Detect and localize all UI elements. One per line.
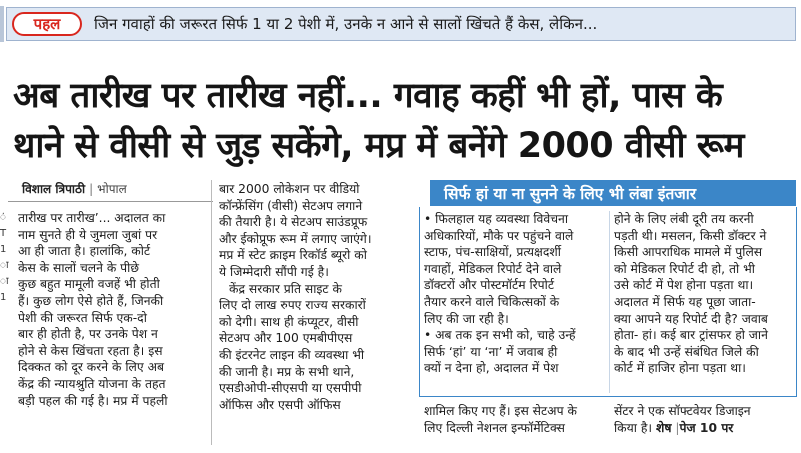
byline-city: भोपाल bbox=[97, 182, 127, 196]
article-column-2 bbox=[219, 181, 418, 413]
page-edge-mark bbox=[0, 6, 4, 42]
continued-page-ref[interactable]: पेज 10 पर bbox=[679, 421, 734, 435]
text-line: • अब तक इन सभी को, चाहे उन्हें bbox=[424, 328, 576, 343]
text-line: ं bbox=[0, 212, 6, 223]
text-line: किसी आपराधिक मामले में पुलिस bbox=[614, 245, 763, 260]
text-line: आ ही जाता है। हालांकि, कोर्ट bbox=[18, 244, 151, 259]
continued-pipe: | bbox=[675, 421, 680, 435]
text-line: बार ही होती है, पर उनके पेश न bbox=[18, 327, 158, 342]
text-line: कॉन्फ्रेंसिंग (वीसी) सेटअप लगाने bbox=[219, 198, 363, 213]
text-line: 1 bbox=[0, 244, 7, 255]
text-line: कुछ बहुत मामूली वजहें भी होती bbox=[18, 277, 160, 292]
sidebar-box-title: सिर्फ हां या ना सुनने के लिए भी लंबा इंतजार bbox=[430, 180, 796, 206]
text-line: बार 2000 लोकेशन पर वीडियो bbox=[219, 182, 360, 196]
text-line: क्यों न देना हो, अदालत में पेश bbox=[424, 361, 559, 376]
text-line: सिर्फ ‘हां’ या ‘ना’ में जवाब ही bbox=[424, 344, 558, 359]
neighbour-column-stub bbox=[0, 210, 9, 306]
text-line: ऑफिस और एसपी ऑफिस bbox=[219, 397, 341, 412]
text-line: ये जिम्मेदारी सौंपी गई है। bbox=[219, 264, 329, 279]
text-line: लिए दो लाख रुपए राज्य सरकारों bbox=[219, 298, 366, 313]
text-line: 1 bbox=[0, 292, 7, 303]
text-line: अधिकारियों, मौके पर पहुंचने वाले bbox=[424, 228, 574, 243]
text-line: और ईकोप्रूफ रूम में लगाए जाएंगे। bbox=[219, 231, 372, 246]
article-tail-right-1: सेंटर ने एक सॉफ्टवेयर डिजाइन bbox=[614, 404, 751, 418]
text-line: को मेडिकल रिपोर्ट दी हो, तो भी bbox=[614, 261, 755, 276]
text-line: गवाहों, मेडिकल रिपोर्ट देने वाले bbox=[424, 261, 562, 276]
column-separator bbox=[211, 180, 212, 445]
sidebar-column-separator bbox=[609, 211, 610, 393]
text-line: एसडीओपी-सीएसपी या एसपीपी bbox=[219, 381, 362, 396]
text-line: पेशी की जरूरत सिर्फ एक-दो bbox=[18, 310, 147, 325]
text-line: की तैयारी है। ये सेटअप साउंडप्रूफ bbox=[219, 215, 368, 230]
text-line: ा bbox=[0, 276, 9, 287]
text-line: केस के सालों चलने के पीछे bbox=[18, 260, 139, 275]
headline-line-2: थाने से वीसी से जुड़ सकेंगे, मप्र में बनेंगे 2000 वीसी रूम bbox=[13, 126, 744, 166]
text-line: ा bbox=[0, 260, 9, 271]
article-column-1 bbox=[18, 210, 214, 409]
banner-strapline: जिन गवाहों की जरूरत सिर्फ 1 या 2 पेशी में, उनके न आने से सालों खिंचते हैं केस, लेकिन... bbox=[94, 15, 598, 33]
text-line: के बाद भी उन्हें संबंधित जिले की bbox=[614, 344, 759, 359]
text-line: सेटअप और 100 एमबीपीएस bbox=[219, 331, 353, 346]
continued-marker: शेष bbox=[655, 421, 672, 435]
text-line: होने के लिए लंबी दूरी तय करनी bbox=[614, 212, 754, 226]
text-line: दिक्कत को दूर करने के लिए अब bbox=[18, 360, 164, 375]
text-line: होने से केस खिंचता रहता है। इस bbox=[18, 343, 163, 358]
text-line: T bbox=[0, 228, 7, 239]
text-line: बड़ी पहल की गई है। मप्र में पहली bbox=[18, 393, 168, 408]
byline-author: विशाल त्रिपाठी bbox=[22, 182, 86, 196]
byline bbox=[22, 180, 127, 197]
sidebar-column-right bbox=[614, 211, 796, 377]
text-line: पड़ती थी। मसलन, किसी डॉक्टर ने bbox=[614, 228, 767, 243]
article-tail-left-1: शामिल किए गए हैं। इस सेटअप के bbox=[424, 404, 577, 418]
article-tail-right-2 bbox=[614, 420, 796, 437]
text-line: केंद्र की न्यायश्रुति योजना के तहत bbox=[18, 376, 166, 391]
text-line: मप्र में स्टेट क्राइम रिकॉर्ड ब्यूरो को bbox=[219, 248, 367, 263]
text-line: तारीख पर तारीख’... अदालत का bbox=[18, 211, 166, 225]
text-line: क्या आपने यह रिपोर्ट दी है? जवाब bbox=[614, 311, 768, 326]
article-tail-text: किया है। bbox=[614, 421, 653, 435]
pahal-badge: पहल bbox=[12, 12, 82, 36]
text-line: अदालत में सिर्फ यह पूछा जाता- bbox=[614, 294, 756, 309]
text-line: हैं। कुछ लोग ऐसे होते हैं, जिनकी bbox=[18, 293, 164, 308]
text-line: लिए की जा रही है। bbox=[424, 311, 509, 326]
byline-rule bbox=[8, 201, 213, 202]
text-line: की इंटरनेट लाइन की व्यवस्था भी bbox=[219, 347, 365, 362]
text-line: • फिलहाल यह व्यवस्था विवेचना bbox=[424, 212, 569, 226]
text-line: स्टाफ, पंच-साक्षियों, प्रत्यक्षदर्शी bbox=[424, 245, 561, 260]
text-line: केंद्र सरकार प्रति साइट के bbox=[229, 281, 342, 296]
text-line: होता- हां। कई बार ट्रांसफर हो जाने bbox=[614, 328, 768, 343]
article-tail-left-2: लिए दिल्ली नेशनल इन्फॉर्मेटिक्स bbox=[424, 421, 565, 435]
byline-separator: | bbox=[89, 182, 94, 196]
text-line: की जानी है। मप्र के सभी थाने, bbox=[219, 364, 355, 379]
text-line: को देगी। साथ ही कंप्यूटर, वीसी bbox=[219, 314, 359, 329]
text-line: नाम सुनते ही ये जुमला जुबां पर bbox=[18, 227, 158, 242]
text-line: तैयार करने वाले चिकित्सकों के bbox=[424, 294, 560, 309]
headline-line-1: अब तारीख पर तारीख नहीं... गवाह कहीं भी हों, पास के bbox=[13, 76, 723, 116]
text-line: डॉक्टरों और पोस्टमॉर्टम रिपोर्ट bbox=[424, 278, 555, 293]
text-line: कोर्ट में हाजिर होना पड़ता था। bbox=[614, 361, 746, 376]
sidebar-column-left bbox=[424, 211, 608, 377]
text-line: उसे कोर्ट में पेश होना पड़ता था। bbox=[614, 278, 754, 293]
top-banner bbox=[6, 7, 796, 41]
